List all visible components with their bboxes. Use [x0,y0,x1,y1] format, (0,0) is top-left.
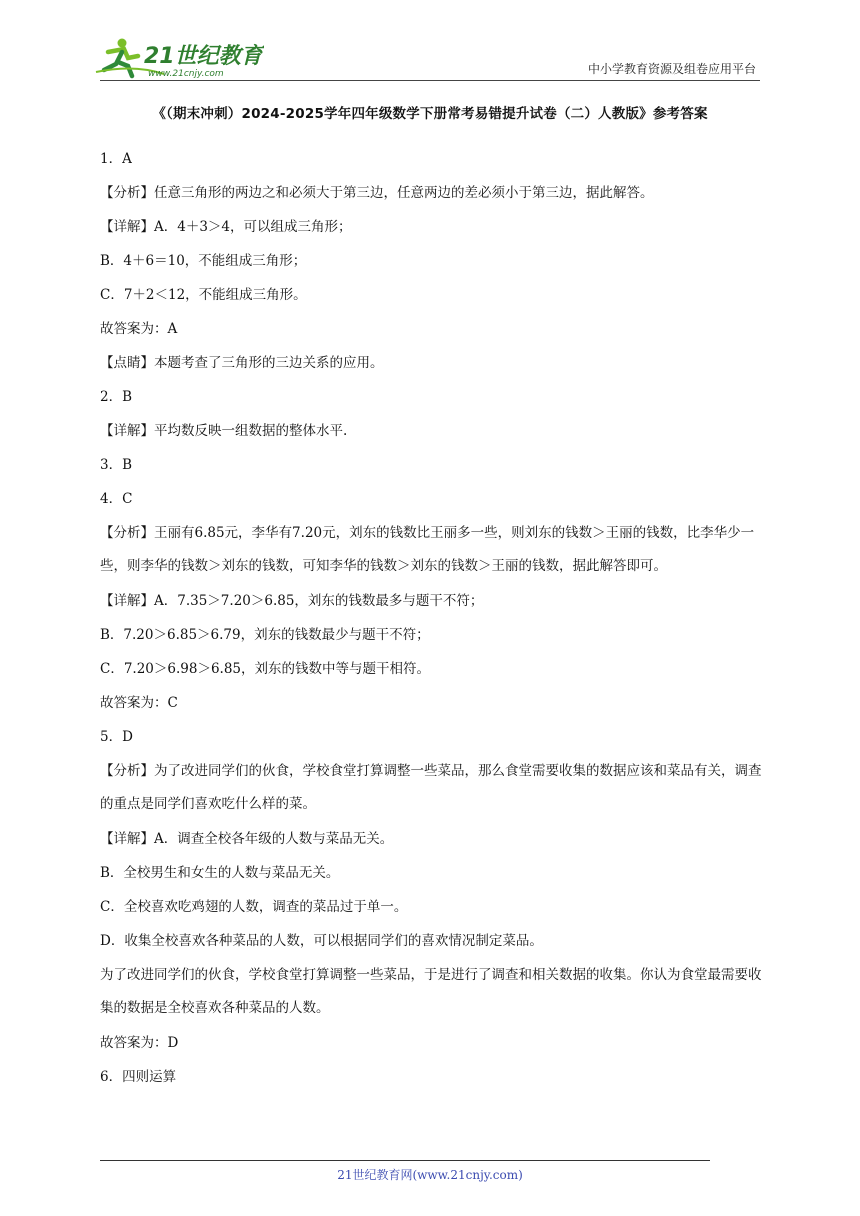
answer-line: 故答案为：D [100,1035,179,1051]
answer-line: 故答案为：A [100,321,178,337]
answer-line: 故答案为：C [100,695,178,711]
answer-line: 1．A [100,151,132,167]
answer-line: 【详解】A．4＋3＞4，可以组成三角形； [100,219,352,235]
answer-line: 【详解】平均数反映一组数据的整体水平. [100,423,348,439]
analysis-paragraph: 【分析】为了改进同学们的伙食，学校食堂打算调整一些菜品，那么食堂需要收集的数据应该和菜品有关，调查的重点是同学们喜欢吃什么样的菜。 [100,763,762,812]
answer-line: 4．C [100,491,133,507]
answer-line: 3．B [100,457,133,473]
answer-line: 【分析】任意三角形的两边之和必须大于第三边，任意两边的差必须小于第三边，据此解答。 [100,185,654,201]
document-title: 《（期末冲刺）2024-2025学年四年级数学下册常考易错提升试卷（二）人教版》参考答案 [152,106,708,122]
answer-content [100,149,764,1101]
header-divider [100,80,760,81]
answer-line: B．全校男生和女生的人数与菜品无关。 [100,865,340,881]
answer-line: 【详解】A．7.35＞7.20＞6.85，刘东的钱数最多与题干不符； [100,593,484,609]
answer-line: C．7.20＞6.98＞6.85，刘东的钱数中等与题干相符。 [100,661,431,677]
answer-line: 5．D [100,729,133,745]
answer-line: B．4＋6＝10，不能组成三角形； [100,253,307,269]
answer-line: C．全校喜欢吃鸡翅的人数，调查的菜品过于单一。 [100,899,408,915]
logo-text: 21世纪教育 [144,44,263,69]
footer-link[interactable]: 21世纪教育网(www.21cnjy.com) [337,1168,523,1182]
answer-line: D．收集全校喜欢各种菜品的人数，可以根据同学们的喜欢情况制定菜品。 [100,933,543,949]
analysis-paragraph: 【分析】王丽有6.85元，李华有7.20元，刘东的钱数比王丽多一些，则刘东的钱数＞王丽的钱数，比李华少一些，则李华的钱数＞刘东的钱数，可知李华的钱数＞刘东的钱数＞王丽的钱数，据此解答即可。 [100,525,755,574]
footer-divider [100,1160,710,1161]
logo-url: www.21cnjy.com [148,69,224,79]
answer-line: 6．四则运算 [100,1069,177,1085]
answer-line: B．7.20＞6.85＞6.79，刘东的钱数最少与题干不符； [100,627,430,643]
answer-line: 2．B [100,389,133,405]
brand-logo [94,36,264,80]
header-platform-text: 中小学教育资源及组卷应用平台 [587,62,756,76]
answer-line: 【详解】A．调查全校各年级的人数与菜品无关。 [100,831,394,847]
answer-line: C．7＋2＜12，不能组成三角形。 [100,287,307,303]
answer-line: 【点睛】本题考查了三角形的三边关系的应用。 [100,355,384,371]
conclusion-paragraph: 为了改进同学们的伙食，学校食堂打算调整一些菜品，于是进行了调查和相关数据的收集。你认为食堂最需要收集的数据是全校喜欢各种菜品的人数。 [100,967,762,1016]
